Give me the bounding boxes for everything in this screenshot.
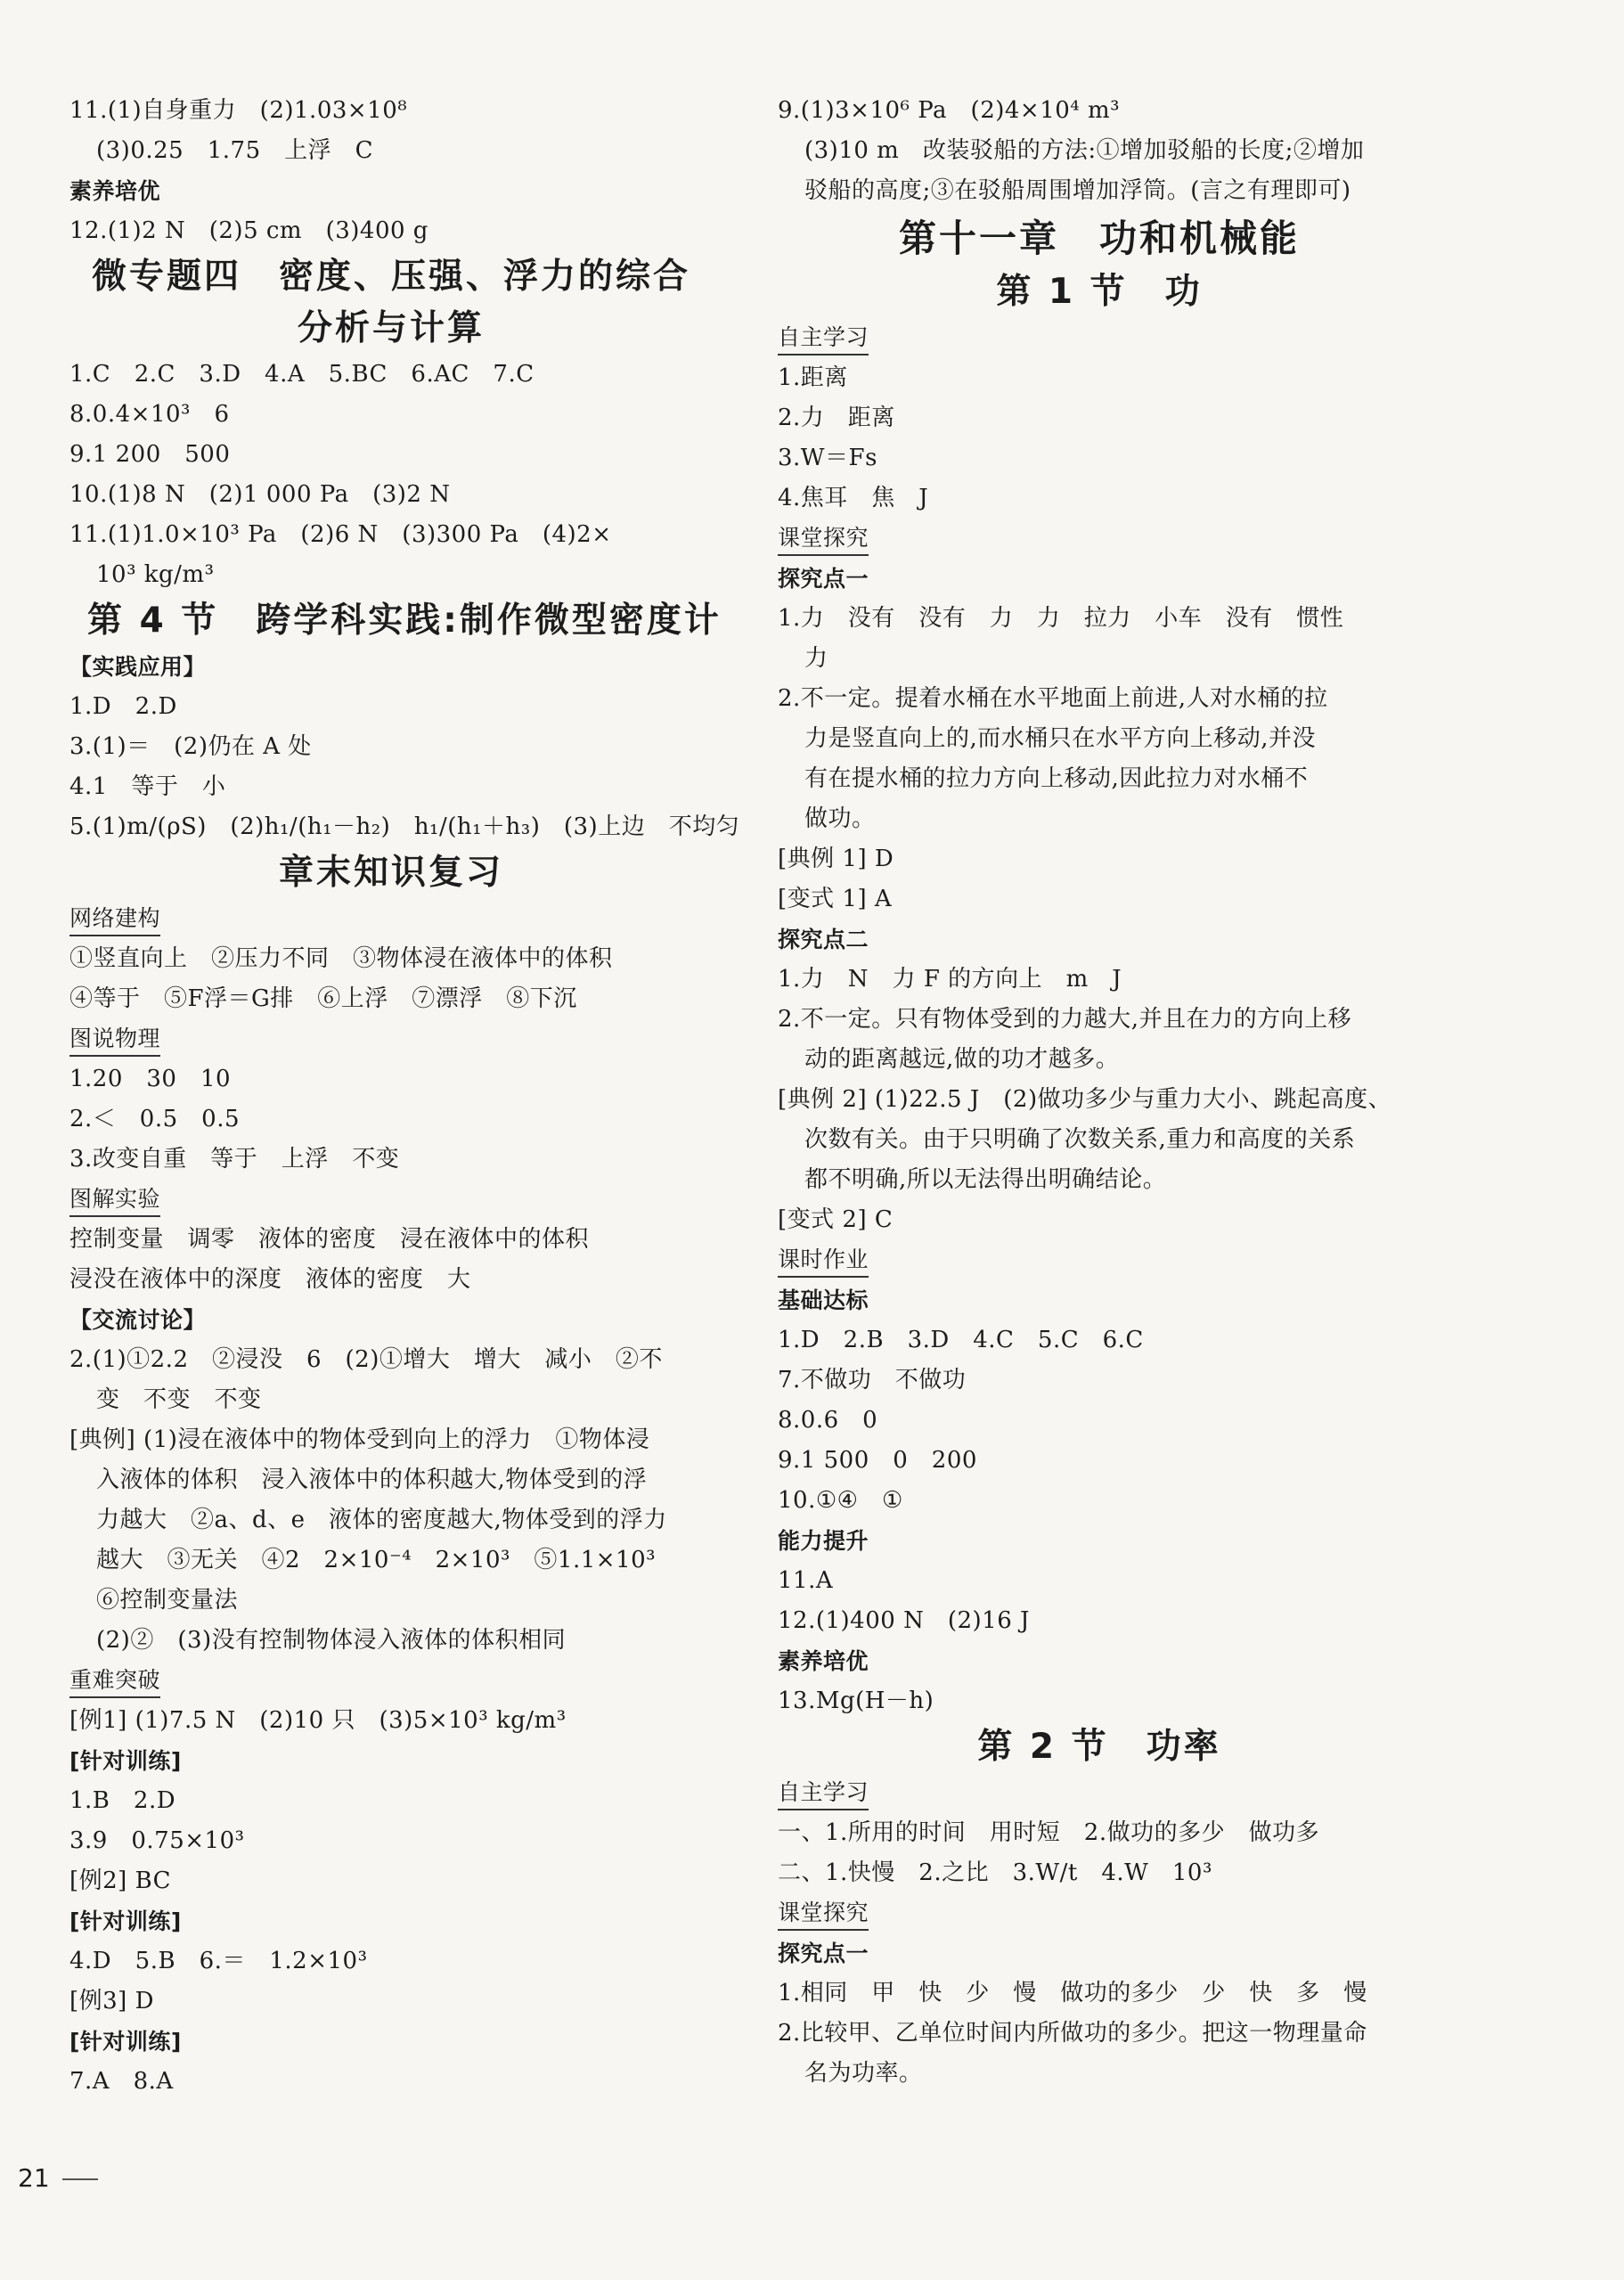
answer-line: ⑥控制变量法 (96, 1587, 239, 1614)
answer-line: 2.不一定。提着水桶在水平地面上前进,人对水桶的拉 (778, 685, 1328, 712)
answer-line: 3.(1)＝ (2)仍在 A 处 (69, 733, 312, 760)
subsection-heading: [针对训练] (69, 1908, 182, 1934)
answer-line: [例3] D (69, 1988, 154, 2014)
answer-line: 1.力 没有 没有 力 力 拉力 小车 没有 惯性 (778, 605, 1344, 632)
answer-line: 3.W＝Fs (778, 445, 877, 471)
category-label (778, 1773, 1421, 1813)
subsection-heading: 【交流讨论】 (69, 1307, 207, 1333)
answer-line: 4.1 等于 小 (69, 773, 226, 800)
category-label (778, 1893, 1421, 1933)
subsection-heading: 探究点一 (778, 566, 869, 592)
category-label (69, 1661, 713, 1701)
answer-line: 变 不变 不变 (96, 1386, 262, 1413)
answer-line: 控制变量 调零 液体的密度 浸在液体中的体积 (69, 1226, 590, 1253)
category-label-text: 课堂探究 (778, 1897, 869, 1931)
answer-line: 1.力 N 力 F 的方向上 m J (778, 966, 1122, 993)
answer-line: 1.20 30 10 (69, 1066, 232, 1092)
answer-line: 1.D 2.D (69, 693, 177, 720)
answer-line: 1.距离 (778, 364, 848, 391)
category-label-text: 网络建构 (69, 903, 160, 936)
answer-line: 9.1 200 500 (69, 441, 231, 468)
subsection-heading: 素养培优 (69, 178, 161, 204)
answer-line: 7.A 8.A (69, 2068, 174, 2095)
answer-line: 8.0.4×10³ 6 (69, 401, 230, 428)
subsection-heading: 能力提升 (778, 1528, 869, 1554)
page-number: 21 (18, 2163, 98, 2193)
answer-line: 12.(1)400 N (2)16 J (778, 1607, 1030, 1634)
answer-line: [典例 1] D (778, 846, 894, 872)
answer-line: (2)② (3)没有控制物体浸入液体的体积相同 (96, 1627, 567, 1654)
category-label (69, 1019, 713, 1059)
answer-line: [典例] (1)浸在液体中的物体受到向上的浮力 ①物体浸 (69, 1426, 650, 1453)
answer-line: 越大 ③无关 ④2 2×10⁻⁴ 2×10³ ⑤1.1×10³ (96, 1547, 657, 1573)
left-column (69, 91, 740, 2102)
subsection-heading: [针对训练] (69, 2029, 182, 2055)
answer-line: 有在提水桶的拉力方向上移动,因此拉力对水桶不 (804, 765, 1309, 792)
answer-line: [典例 2] (1)22.5 J (2)做功多少与重力大小、跳起高度、 (778, 1086, 1392, 1113)
answer-line: 1.相同 甲 快 少 慢 做功的多少 少 快 多 慢 (778, 1980, 1367, 2006)
answer-line: 1.D 2.B 3.D 4.C 5.C 6.C (778, 1327, 1144, 1353)
answer-line: 13.Mg(H－h) (778, 1688, 934, 1714)
category-label-text: 图解实验 (69, 1183, 160, 1217)
answer-line: 12.(1)2 N (2)5 cm (3)400 g (69, 217, 428, 244)
section-title: 章末知识复习 (278, 853, 503, 893)
answer-line: 7.不做功 不做功 (778, 1367, 967, 1393)
answer-line: 11.(1)自身重力 (2)1.03×10⁸ (69, 97, 408, 124)
category-label (778, 1240, 1421, 1280)
section-title: 第 4 节 跨学科实践:制作微型密度计 (87, 601, 722, 641)
answer-line: [变式 1] A (778, 886, 893, 912)
answer-line: 11.(1)1.0×10³ Pa (2)6 N (3)300 Pa (4)2× (69, 521, 612, 548)
category-label-text: 重难突破 (69, 1664, 160, 1698)
subsection-heading: 探究点二 (778, 927, 869, 952)
answer-line: 3.改变自重 等于 上浮 不变 (69, 1146, 400, 1173)
subsection-heading: [针对训练] (69, 1748, 182, 1774)
category-label (778, 318, 1421, 358)
answer-line: ①竖直向上 ②压力不同 ③物体浸在液体中的体积 (69, 945, 613, 972)
answer-line: 5.(1)m/(ρS) (2)h₁/(h₁－h₂) h₁/(h₁＋h₃) (3)上边 不均匀 (69, 813, 740, 840)
answer-line: 力越大 ②a、d、e 液体的密度越大,物体受到的浮力 (96, 1507, 667, 1533)
answer-line: 一、1.所用的时间 用时短 2.做功的多少 做功多 (778, 1819, 1320, 1846)
category-label (69, 899, 713, 939)
right-column (778, 91, 1421, 2094)
answer-line: 次数有关。由于只明确了次数关系,重力和高度的关系 (804, 1126, 1356, 1153)
answer-line: ④等于 ⑤F浮＝G排 ⑥上浮 ⑦漂浮 ⑧下沉 (69, 985, 577, 1012)
answer-line: 做功。 (804, 805, 876, 832)
answer-line: 力是竖直向上的,而水桶只在水平方向上移动,并没 (804, 725, 1317, 752)
answer-line: (3)0.25 1.75 上浮 C (96, 137, 374, 164)
answer-line: 1.C 2.C 3.D 4.A 5.BC 6.AC 7.C (69, 361, 535, 388)
section-title: 第十一章 功和机械能 (898, 217, 1300, 260)
section-title: 微专题四 密度、压强、浮力的综合 (91, 257, 690, 297)
answer-line: 浸没在液体中的深度 液体的密度 大 (69, 1266, 471, 1293)
answer-line: 2.(1)①2.2 ②浸没 6 (2)①增大 增大 减小 ②不 (69, 1346, 663, 1373)
answer-line: 3.9 0.75×10³ (69, 1827, 245, 1854)
answer-line: 4.焦耳 焦 J (778, 485, 929, 511)
section-title: 第 2 节 功率 (977, 1727, 1221, 1767)
category-label (778, 519, 1421, 559)
subsection-heading: 【实践应用】 (69, 654, 207, 680)
answer-line: 11.A (778, 1567, 834, 1594)
category-label-text: 自主学习 (778, 1777, 869, 1810)
answer-line: 10³ kg/m³ (96, 561, 215, 588)
answer-line: 2.不一定。只有物体受到的力越大,并且在力的方向上移 (778, 1006, 1352, 1033)
section-title: 第 1 节 功 (996, 272, 1203, 312)
answer-line: 4.D 5.B 6.＝ 1.2×10³ (69, 1948, 368, 1974)
subsection-heading: 基础达标 (778, 1287, 869, 1313)
answer-line: [例1] (1)7.5 N (2)10 只 (3)5×10³ kg/m³ (69, 1707, 567, 1734)
section-title: 分析与计算 (297, 308, 485, 348)
subsection-heading: 探究点一 (778, 1941, 869, 1966)
subsection-heading: 素养培优 (778, 1648, 869, 1674)
answer-line: 二、1.快慢 2.之比 3.W/t 4.W 10³ (778, 1859, 1212, 1886)
answer-line: 1.B 2.D (69, 1787, 176, 1814)
answer-line: 名为功率。 (804, 2060, 923, 2087)
category-label-text: 课时作业 (778, 1244, 869, 1278)
answer-line: 10.①④ ① (778, 1487, 903, 1514)
category-label-text: 自主学习 (778, 322, 869, 355)
answer-line: 入液体的体积 浸入液体中的体积越大,物体受到的浮 (96, 1467, 648, 1493)
answer-line: 都不明确,所以无法得出明确结论。 (804, 1166, 1167, 1193)
answer-line: 2.力 距离 (778, 405, 895, 431)
category-label-text: 图说物理 (69, 1023, 160, 1057)
category-label (69, 1180, 713, 1220)
answer-line: 9.(1)3×10⁶ Pa (2)4×10⁴ m³ (778, 97, 1121, 124)
answer-line: 力 (804, 645, 828, 672)
answer-line: [例2] BC (69, 1867, 172, 1894)
category-label-text: 课堂探究 (778, 522, 869, 556)
answer-line: 驳船的高度;③在驳船周围增加浮筒。(言之有理即可) (804, 177, 1351, 204)
answer-line: 10.(1)8 N (2)1 000 Pa (3)2 N (69, 481, 451, 508)
answer-line: 2.＜ 0.5 0.5 (69, 1106, 241, 1132)
answer-line: 9.1 500 0 200 (778, 1447, 977, 1474)
answer-line: 8.0.6 0 (778, 1407, 878, 1434)
answer-line: [变式 2] C (778, 1206, 894, 1233)
answer-line: 2.比较甲、乙单位时间内所做功的多少。把这一物理量命 (778, 2020, 1367, 2047)
answer-line: (3)10 m 改装驳船的方法:①增加驳船的长度;②增加 (804, 137, 1365, 164)
answer-line: 动的距离越远,做的功才越多。 (804, 1046, 1120, 1073)
